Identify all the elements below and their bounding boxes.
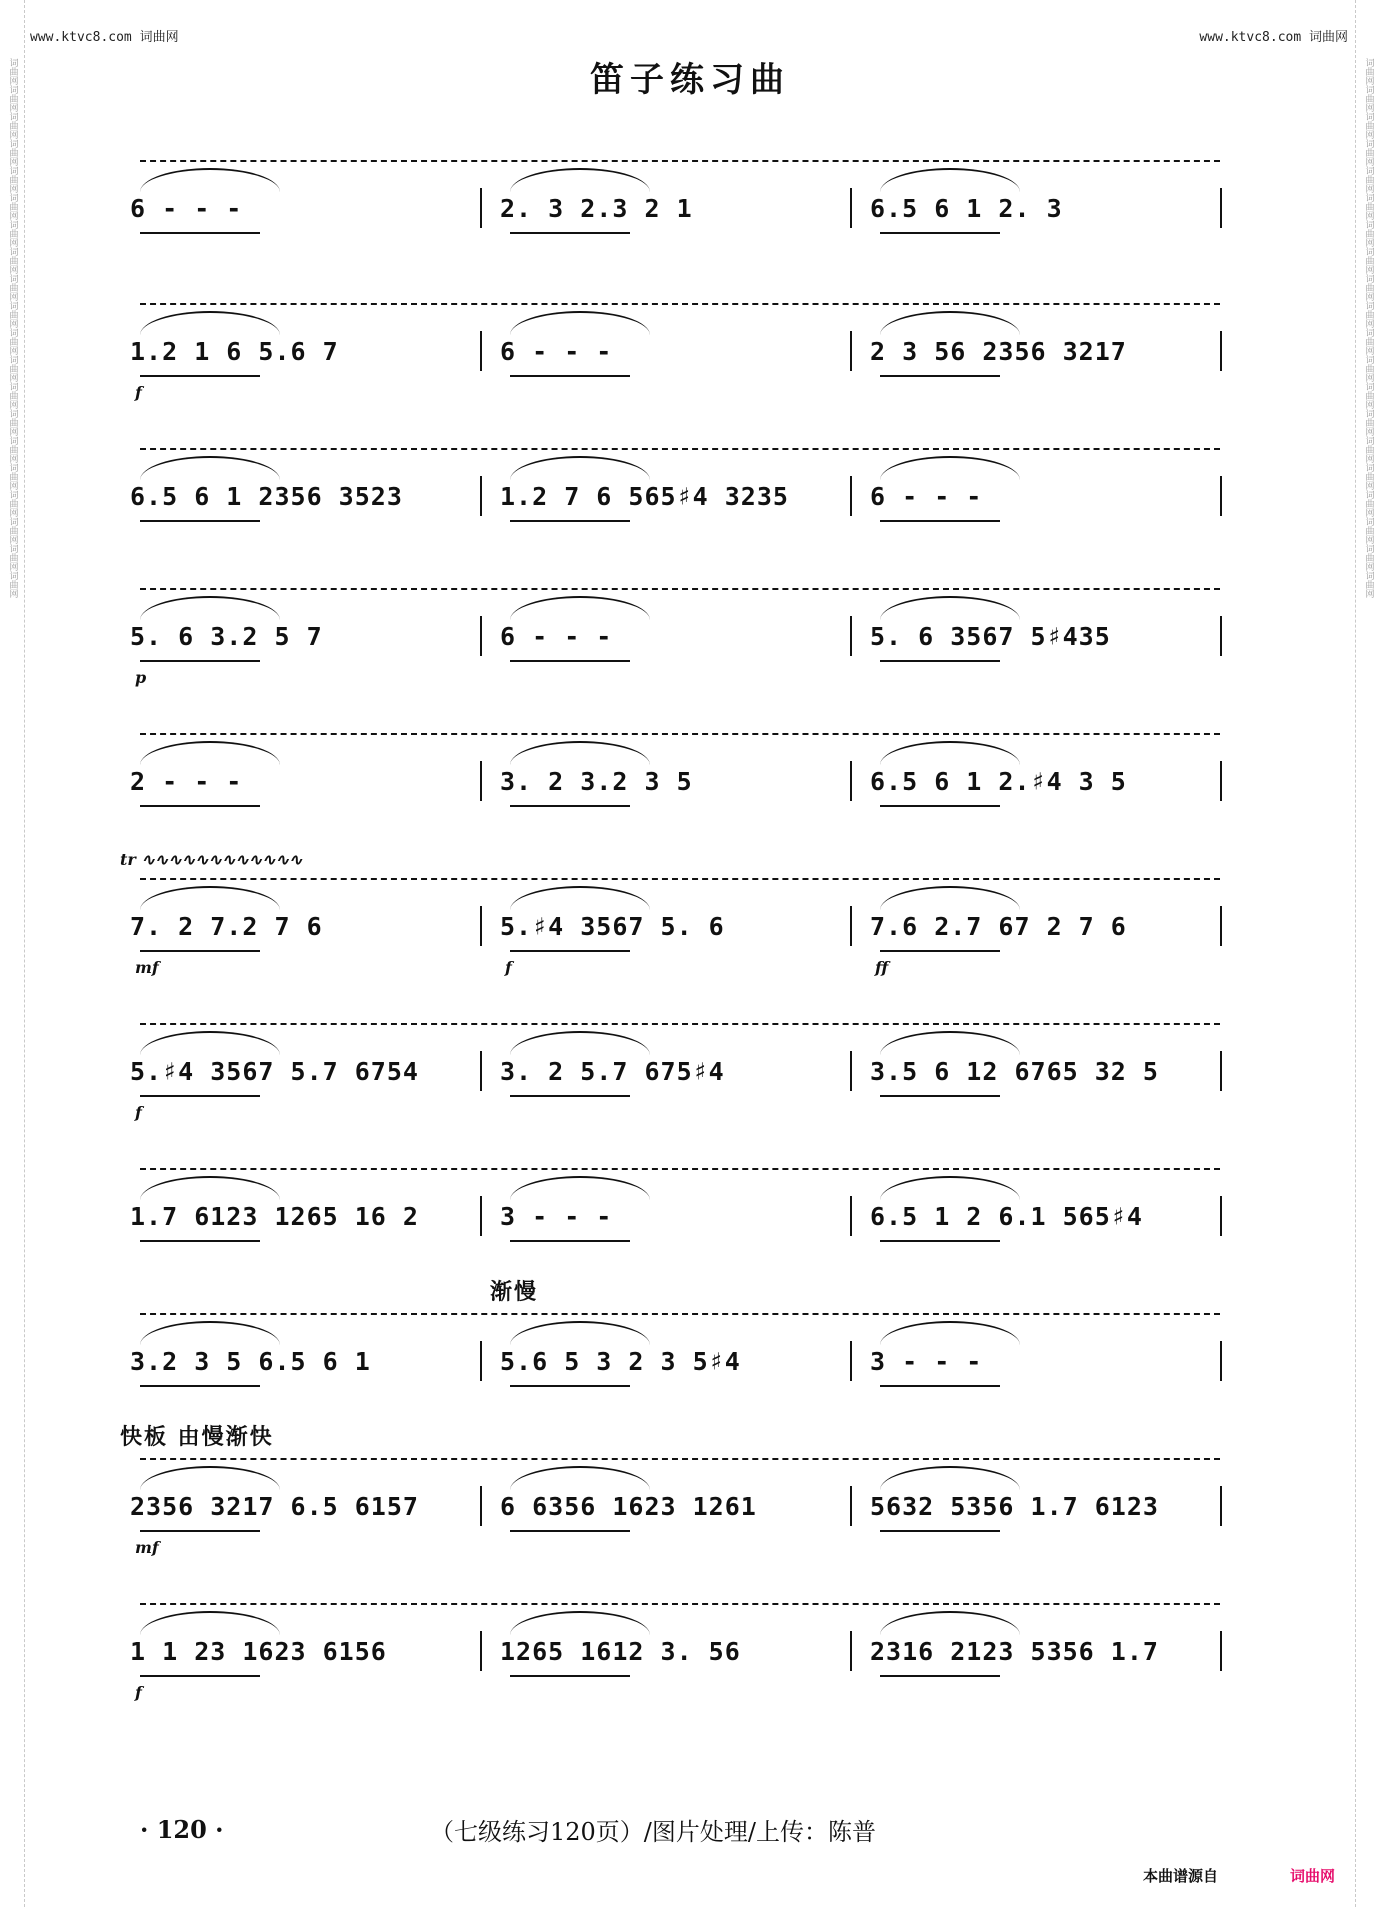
barline — [1220, 906, 1222, 946]
barline — [480, 331, 482, 371]
beam-underline — [880, 520, 1000, 522]
barline — [850, 476, 852, 516]
caption: （七级练习120页）/图片处理/上传：陈普 — [430, 1818, 876, 1846]
watermark-right-corner: www.ktvc8.com 词曲网 — [1199, 30, 1348, 45]
phrase-arc — [140, 456, 280, 480]
phrase-arc — [880, 1031, 1020, 1055]
phrase-arc — [880, 168, 1020, 192]
beam-underline — [510, 375, 630, 377]
dynamic-marking: f — [135, 1683, 142, 1702]
barline — [850, 188, 852, 228]
beam-underline — [510, 805, 630, 807]
beam-underline — [510, 1095, 630, 1097]
phrase-arc — [880, 741, 1020, 765]
phrase-arc — [510, 1176, 650, 1200]
dynamic-marking: f — [505, 958, 512, 977]
notation-measure: 1 1 23 1623 6156 — [130, 1636, 387, 1666]
phrase-arc — [880, 1611, 1020, 1635]
beam-underline — [880, 1530, 1000, 1532]
trill-marking: tr ∿∿∿∿∿∿∿∿∿∿∿∿ — [120, 850, 303, 869]
slur-line — [140, 878, 1220, 880]
notation-measure: 5. 6 3567 5♯435 — [870, 621, 1111, 651]
beam-underline — [880, 232, 1000, 234]
beam-underline — [880, 1240, 1000, 1242]
phrase-arc — [140, 1611, 280, 1635]
notation-measure: 1.7 6123 1265 16 2 — [130, 1201, 419, 1231]
phrase-arc — [510, 1321, 650, 1345]
beam-underline — [880, 660, 1000, 662]
phrase-arc — [510, 1466, 650, 1490]
slur-line — [140, 1023, 1220, 1025]
phrase-arc — [140, 886, 280, 910]
page-number: · 120 · — [140, 1815, 224, 1844]
notation-measure: 5.♯4 3567 5.7 6754 — [130, 1056, 419, 1086]
notation-measure: 1.2 7 6 565♯4 3235 — [500, 481, 789, 511]
notation-measure: 1265 1612 3. 56 — [500, 1636, 741, 1666]
beam-underline — [140, 1530, 260, 1532]
barline — [1220, 616, 1222, 656]
barline — [480, 906, 482, 946]
phrase-arc — [880, 596, 1020, 620]
phrase-arc — [140, 1176, 280, 1200]
barline — [1220, 761, 1222, 801]
barline — [850, 1486, 852, 1526]
beam-underline — [140, 660, 260, 662]
phrase-arc — [510, 1611, 650, 1635]
score-system — [120, 558, 1230, 688]
notation-measure: 6.5 6 1 2. 3 — [870, 193, 1063, 223]
phrase-arc — [510, 456, 650, 480]
beam-underline — [510, 520, 630, 522]
score-system — [120, 273, 1230, 403]
barline — [480, 761, 482, 801]
phrase-arc — [140, 1321, 280, 1345]
watermark-left-corner: www.ktvc8.com 词曲网 — [30, 30, 179, 45]
notation-measure: 2356 3217 6.5 6157 — [130, 1491, 419, 1521]
notation-measure: 2316 2123 5356 1.7 — [870, 1636, 1159, 1666]
barline — [850, 1051, 852, 1091]
dynamic-marking: f — [135, 1103, 142, 1122]
score-system — [120, 993, 1230, 1123]
right-watermark-text: 词曲网词曲网词曲网词曲网词曲网词曲网词曲网词曲网词曲网词曲网词曲网词曲网词曲网词曲网词曲网词曲网词曲网词曲网词曲网词曲网 — [1363, 58, 1374, 598]
barline — [1220, 1341, 1222, 1381]
beam-underline — [510, 1385, 630, 1387]
notation-measure: 3. 2 5.7 675♯4 — [500, 1056, 725, 1086]
beam-underline — [140, 520, 260, 522]
notation-measure: 3.2 3 5 6.5 6 1 — [130, 1346, 371, 1376]
phrase-arc — [140, 311, 280, 335]
phrase-arc — [510, 886, 650, 910]
beam-underline — [140, 1095, 260, 1097]
phrase-arc — [880, 456, 1020, 480]
beam-underline — [140, 1675, 260, 1677]
phrase-arc — [510, 1031, 650, 1055]
phrase-arc — [510, 596, 650, 620]
dynamic-marking: mf — [135, 1538, 159, 1557]
dynamic-marking: mf — [135, 958, 159, 977]
phrase-arc — [510, 741, 650, 765]
phrase-arc — [140, 1031, 280, 1055]
phrase-arc — [140, 168, 280, 192]
barline — [1220, 188, 1222, 228]
notation-measure: 6 - - - — [500, 621, 613, 651]
score-system — [120, 1425, 1230, 1558]
page-title: 笛子练习曲 — [590, 60, 790, 100]
notation-measure: 6 - - - — [870, 481, 983, 511]
slur-line — [140, 1168, 1220, 1170]
notation-measure: 6.5 6 1 2356 3523 — [130, 481, 403, 511]
notation-measure: 6.5 1 2 6.1 565♯4 — [870, 1201, 1143, 1231]
notation-measure: 2 - - - — [130, 766, 243, 796]
dynamic-marking: p — [135, 668, 147, 687]
notation-measure: 2. 3 2.3 2 1 — [500, 193, 693, 223]
barline — [480, 1051, 482, 1091]
tempo-marking: 渐慢 — [490, 1280, 539, 1305]
notation-measure: 1.2 1 6 5.6 7 — [130, 336, 339, 366]
slur-line — [140, 733, 1220, 735]
barline — [850, 331, 852, 371]
phrase-arc — [880, 1176, 1020, 1200]
beam-underline — [510, 1240, 630, 1242]
left-watermark-text: 词曲网词曲网词曲网词曲网词曲网词曲网词曲网词曲网词曲网词曲网词曲网词曲网词曲网词曲网词曲网词曲网词曲网词曲网词曲网词曲网 — [7, 58, 18, 598]
score-system — [120, 130, 1230, 260]
notation-measure: 6.5 6 1 2.♯4 3 5 — [870, 766, 1127, 796]
beam-underline — [880, 1095, 1000, 1097]
beam-underline — [880, 805, 1000, 807]
right-watermark-strip — [1355, 0, 1380, 1907]
barline — [1220, 476, 1222, 516]
notation-measure: 3.5 6 12 6765 32 5 — [870, 1056, 1159, 1086]
phrase-arc — [880, 1321, 1020, 1345]
notation-measure: 3. 2 3.2 3 5 — [500, 766, 693, 796]
phrase-arc — [140, 596, 280, 620]
beam-underline — [510, 232, 630, 234]
barline — [480, 188, 482, 228]
barline — [480, 476, 482, 516]
slur-line — [140, 1603, 1220, 1605]
beam-underline — [510, 1530, 630, 1532]
barline — [850, 1341, 852, 1381]
tempo-marking: 快板 由慢渐快 — [120, 1425, 274, 1450]
dynamic-marking: ff — [875, 958, 889, 977]
score-system — [120, 703, 1230, 833]
footer-brand-link[interactable]: 词曲网 — [1290, 1867, 1336, 1885]
notation-measure: 3 - - - — [870, 1346, 983, 1376]
barline — [850, 1196, 852, 1236]
notation-measure: 3 - - - — [500, 1201, 613, 1231]
notation-measure: 7. 2 7.2 7 6 — [130, 911, 323, 941]
notation-measure: 6 - - - — [500, 336, 613, 366]
notation-measure: 5.♯4 3567 5. 6 — [500, 911, 725, 941]
barline — [850, 616, 852, 656]
phrase-arc — [140, 741, 280, 765]
slur-line — [140, 1313, 1220, 1315]
notation-measure: 2 3 56 2356 3217 — [870, 336, 1127, 366]
barline — [850, 761, 852, 801]
slur-line — [140, 160, 1220, 162]
beam-underline — [140, 950, 260, 952]
barline — [480, 1486, 482, 1526]
notation-measure: 5632 5356 1.7 6123 — [870, 1491, 1159, 1521]
beam-underline — [140, 1385, 260, 1387]
beam-underline — [140, 1240, 260, 1242]
beam-underline — [140, 375, 260, 377]
beam-underline — [140, 805, 260, 807]
barline — [850, 906, 852, 946]
beam-underline — [510, 660, 630, 662]
phrase-arc — [880, 311, 1020, 335]
beam-underline — [510, 950, 630, 952]
score-system — [120, 848, 1230, 978]
notation-measure: 5.6 5 3 2 3 5♯4 — [500, 1346, 741, 1376]
phrase-arc — [510, 168, 650, 192]
phrase-arc — [880, 886, 1020, 910]
notation-measure: 5. 6 3.2 5 7 — [130, 621, 323, 651]
beam-underline — [880, 375, 1000, 377]
phrase-arc — [140, 1466, 280, 1490]
barline — [1220, 1051, 1222, 1091]
score-system — [120, 1138, 1230, 1268]
beam-underline — [880, 950, 1000, 952]
score-system — [120, 1573, 1230, 1703]
left-watermark-strip — [0, 0, 25, 1907]
slur-line — [140, 588, 1220, 590]
dynamic-marking: f — [135, 383, 142, 402]
footer-source-label: 本曲谱源自 — [1143, 1867, 1219, 1885]
notation-measure: 7.6 2.7 67 2 7 6 — [870, 911, 1127, 941]
slur-line — [140, 448, 1220, 450]
barline — [480, 1631, 482, 1671]
barline — [1220, 331, 1222, 371]
barline — [1220, 1631, 1222, 1671]
barline — [480, 616, 482, 656]
barline — [480, 1341, 482, 1381]
barline — [1220, 1486, 1222, 1526]
phrase-arc — [880, 1466, 1020, 1490]
beam-underline — [880, 1675, 1000, 1677]
barline — [850, 1631, 852, 1671]
barline — [1220, 1196, 1222, 1236]
beam-underline — [880, 1385, 1000, 1387]
notation-measure: 6 - - - — [130, 193, 243, 223]
slur-line — [140, 1458, 1220, 1460]
beam-underline — [510, 1675, 630, 1677]
barline — [480, 1196, 482, 1236]
notation-measure: 6 6356 1623 1261 — [500, 1491, 757, 1521]
slur-line — [140, 303, 1220, 305]
score-system — [120, 418, 1230, 548]
beam-underline — [140, 232, 260, 234]
phrase-arc — [510, 311, 650, 335]
score-system — [120, 1280, 1230, 1413]
